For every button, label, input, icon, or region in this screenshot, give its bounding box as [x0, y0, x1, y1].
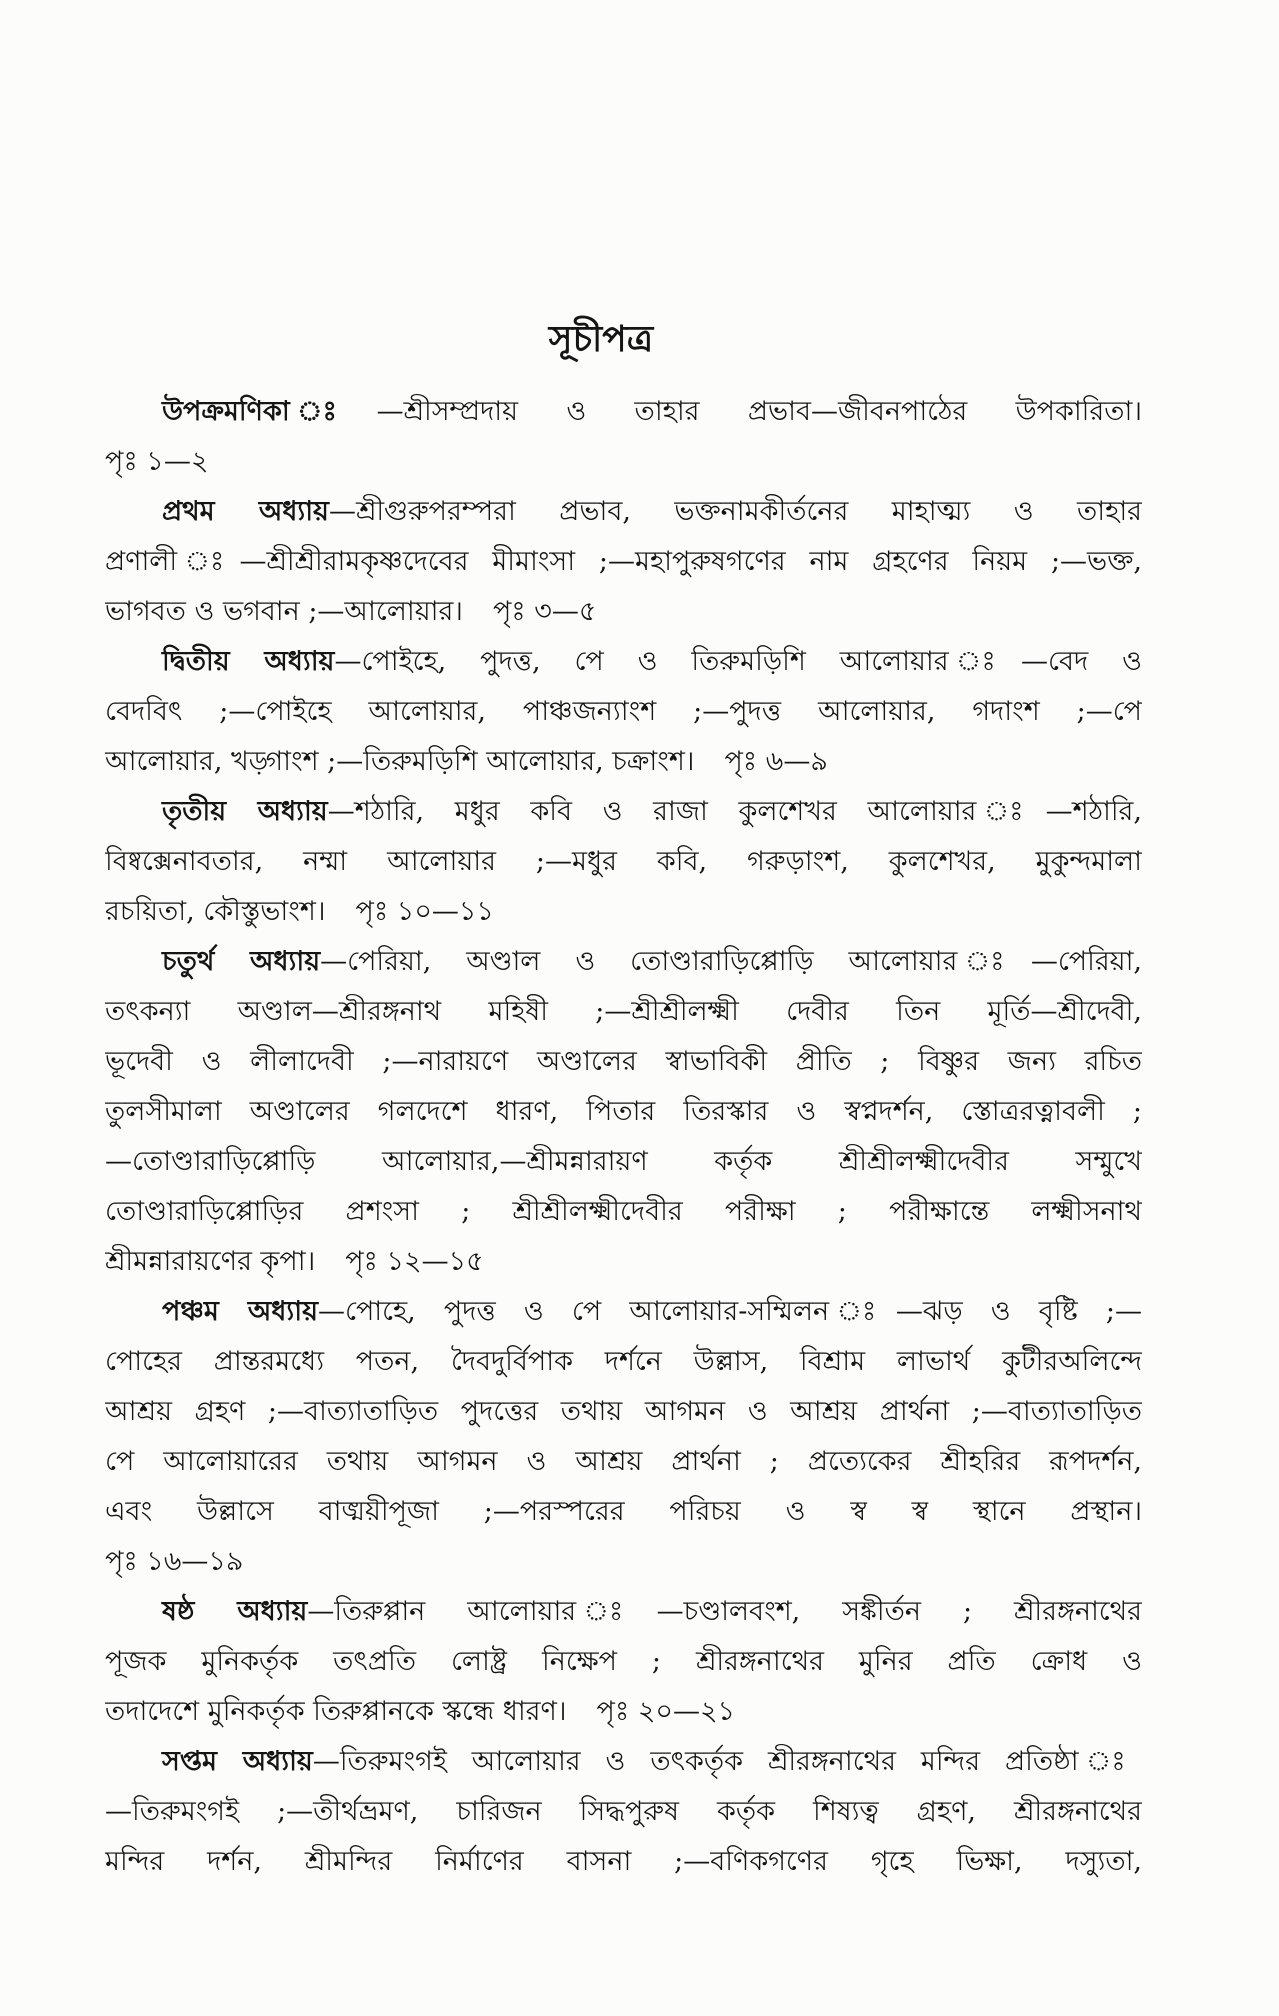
- toc-line: [105, 387, 1142, 437]
- toc-line: [105, 637, 1142, 687]
- toc-line: [105, 1037, 1142, 1087]
- toc-line: [105, 787, 1142, 837]
- toc-line: [105, 537, 1142, 587]
- toc-line: [105, 1187, 1142, 1237]
- entry-text: —শ্রীগুরুপরম্পরা প্রভাব, ভক্তনামকীর্তনের মাহাত্ম্য ও তাহার: [328, 496, 1142, 527]
- entry-text: তৎকন্যা অণ্ডাল—শ্রীরঙ্গনাথ মহিষী ;—শ্রীশ্রীলক্ষ্মী দেবীর তিন মূর্তি—শ্রীদেবী,: [105, 996, 1142, 1027]
- chapter-heading: পঞ্চম অধ্যায়: [162, 1296, 318, 1327]
- entry-text: আলোয়ার, খড়্গাংশ ;—তিরুমড়িশি আলোয়ার, চক্রাংশ।: [105, 746, 695, 777]
- chapter-heading: প্রথম অধ্যায়: [162, 496, 329, 527]
- toc-line: [105, 1287, 1142, 1337]
- chapter-heading: ষষ্ঠ অধ্যায়: [162, 1596, 308, 1627]
- entry-text: —তিরুমংগই আলোয়ার ও তৎকর্তৃক শ্রীরঙ্গনাথের মন্দির প্রতিষ্ঠা ঃ: [312, 1746, 1142, 1777]
- entry-text: প্রণালী ঃ—শ্রীশ্রীরামকৃষ্ণদেবের মীমাংসা ;—মহাপুরুষগণের নাম গ্রহণের নিয়ম ;—ভক্ত,: [105, 546, 1142, 577]
- toc-line: [105, 1837, 1142, 1887]
- toc-line: [105, 1587, 1142, 1637]
- toc-line: [105, 837, 1142, 887]
- toc-entry: [105, 637, 1142, 787]
- chapter-heading: সপ্তম অধ্যায়: [162, 1746, 313, 1777]
- entry-text: —তিরুপ্পান আলোয়ার ঃ—চণ্ডালবংশ, সঙ্কীর্তন ; শ্রীরঙ্গনাথের: [307, 1596, 1142, 1627]
- toc-line: [105, 1537, 1142, 1587]
- entry-text: শ্রীমন্নারায়ণের কৃপা।: [105, 1246, 316, 1277]
- chapter-heading: চতুর্থ অধ্যায়: [162, 946, 321, 977]
- entry-text: —শ্রীসম্প্রদায় ও তাহার প্রভাব—জীবনপাঠের উপকারিতা।: [376, 396, 1142, 427]
- entry-text: ভূদেবী ও লীলাদেবী ;—নারায়ণে অণ্ডালের স্বাভাবিকী প্রীতি ; বিষ্ণুর জন্য রচিত: [105, 1046, 1142, 1077]
- toc-line: [105, 887, 1142, 937]
- toc-entry: [105, 487, 1142, 637]
- page-reference: পৃঃ ১৬—১৯: [105, 1546, 244, 1577]
- toc-line: [105, 1137, 1142, 1187]
- toc-line: [105, 587, 1142, 637]
- toc-line: [105, 737, 1142, 787]
- entry-text: তদাদেশে মুনিকর্তৃক তিরুপ্পানকে স্কন্ধে ধারণ।: [105, 1696, 567, 1727]
- toc-line: [105, 1237, 1142, 1287]
- entry-text: —পোইহে, পুদত্ত, পে ও তিরুমড়িশি আলোয়ার ঃ—বেদ ও: [334, 646, 1142, 677]
- toc-entry: [105, 787, 1142, 937]
- chapter-heading: তৃতীয় অধ্যায়: [162, 796, 328, 827]
- toc-line: [105, 1637, 1142, 1687]
- entry-text: পে আলোয়ারের তথায় আগমন ও আশ্রয় প্রার্থনা ; প্রত্যেকের শ্রীহরির রূপদর্শন,: [105, 1446, 1142, 1477]
- toc-entry: [105, 1737, 1142, 1887]
- entry-text: —পেরিয়া, অণ্ডাল ও তোণ্ডারাড়িপ্পোড়ি আলোয়ার ঃ—পেরিয়া,: [320, 946, 1142, 977]
- toc-line: [105, 937, 1142, 987]
- entry-text: —তিরুমংগই ;—তীর্থভ্রমণ, চারিজন সিদ্ধপুরুষ কর্তৃক শিষ্যত্ব গ্রহণ, শ্রীরঙ্গনাথের: [105, 1796, 1142, 1827]
- entry-text: —তোণ্ডারাড়িপ্পোড়ি আলোয়ার,—শ্রীমন্নারায়ণ কর্তৃক শ্রীশ্রীলক্ষ্মীদেবীর সম্মুখে: [105, 1146, 1142, 1177]
- page-reference: পৃঃ ১—২: [105, 446, 209, 477]
- toc-line: [105, 487, 1142, 537]
- toc-line: [105, 1737, 1142, 1787]
- toc-line: [105, 1387, 1142, 1437]
- entry-text: এবং উল্লাসে বাঙ্ময়ীপূজা ;—পরস্পরের পরিচয় ও স্ব স্ব স্থানে প্রস্থান।: [105, 1496, 1142, 1527]
- toc-line: [105, 1787, 1142, 1837]
- toc-entry: [105, 1587, 1142, 1737]
- chapter-heading: উপক্রমণিকা ঃ: [162, 396, 377, 427]
- chapter-heading: দ্বিতীয় অধ্যায়: [162, 646, 335, 677]
- entry-text: তুলসীমালা অণ্ডালের গলদেশে ধারণ, পিতার তিরস্কার ও স্বপ্নদর্শন, স্তোত্ররত্নাবলী ;: [105, 1096, 1142, 1127]
- toc-entry: [105, 937, 1142, 1287]
- page-reference: পৃঃ ৬—৯: [724, 746, 828, 777]
- toc-entry: [105, 1287, 1142, 1587]
- entry-text: বেদবিৎ ;—পোইহে আলোয়ার, পাঞ্চজন্যাংশ ;—পুদত্ত আলোয়ার, গদাংশ ;—পে: [105, 696, 1142, 727]
- toc-entry: [105, 387, 1142, 487]
- toc-line: [105, 687, 1142, 737]
- entry-text: পূজক মুনিকর্তৃক তৎপ্রতি লোষ্ট্র নিক্ষেপ ; শ্রীরঙ্গনাথের মুনির প্রতি ক্রোধ ও: [105, 1646, 1142, 1677]
- entry-text: পোহের প্রান্তরমধ্যে পতন, দৈবদুর্বিপাক দর্শনে উল্লাস, বিশ্রাম লাভার্থ কুটীরঅলিন্দে: [105, 1346, 1142, 1377]
- toc-line: [105, 1337, 1142, 1387]
- entry-text: আশ্রয় গ্রহণ ;—বাত্যাতাড়িত পুদত্তের তথায় আগমন ও আশ্রয় প্রার্থনা ;—বাত্যাতাড়িত: [105, 1396, 1142, 1427]
- entry-text: —শঠারি, মধুর কবি ও রাজা কুলশেখর আলোয়ার ঃ—শঠারি,: [327, 796, 1142, 827]
- page-reference: পৃঃ ১০—১১: [355, 896, 494, 927]
- page-reference: পৃঃ ২০—২১: [596, 1696, 736, 1727]
- toc-line: [105, 1087, 1142, 1137]
- toc-line: [105, 1687, 1142, 1737]
- page-title: সূচীপত্র: [548, 318, 654, 360]
- page-reference: পৃঃ ১২—১৫: [345, 1246, 484, 1277]
- toc-line: [105, 437, 1142, 487]
- entry-text: তোণ্ডারাড়িপ্পোড়ির প্রশংসা ; শ্রীশ্রীলক্ষ্মীদেবীর পরীক্ষা ; পরীক্ষান্তে লক্ষ্মীসনাথ: [105, 1196, 1142, 1227]
- entry-text: রচয়িতা, কৌস্তুভাংশ।: [105, 896, 326, 927]
- entry-text: —পোহে, পুদত্ত ও পে আলোয়ার-সম্মিলন ঃ—ঝড় ও বৃষ্টি ;—: [317, 1296, 1142, 1327]
- table-of-contents: [105, 387, 1142, 1887]
- toc-line: [105, 987, 1142, 1037]
- toc-line: [105, 1437, 1142, 1487]
- entry-text: বিষ্বক্সেনাবতার, নম্মা আলোয়ার ;—মধুর কবি, গরুড়াংশ, কুলশেখর, মুকুন্দমালা: [105, 846, 1142, 877]
- entry-text: ভাগবত ও ভগবান ;—আলোয়ার।: [105, 596, 463, 627]
- page-reference: পৃঃ ৩—৫: [492, 596, 597, 627]
- entry-text: মন্দির দর্শন, শ্রীমন্দির নির্মাণের বাসনা ;—বণিকগণের গৃহে ভিক্ষা, দস্যুতা,: [105, 1846, 1142, 1877]
- toc-line: [105, 1487, 1142, 1537]
